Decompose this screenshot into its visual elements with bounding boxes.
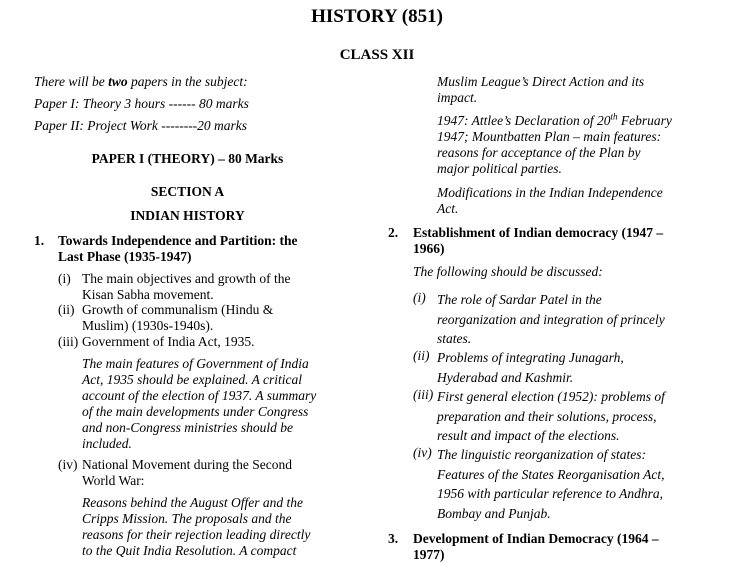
- direct-action-paragraph: Muslim League’s Direct Action and its impact.: [437, 74, 645, 105]
- topic1-item-iii-label: (iii): [58, 334, 79, 349]
- topic1-item-iv-description: Reasons behind the August Offer and the Cripps Mission. The proposals and the reasons for their rejection leading directly to the Quit India Resolution. A compact: [82, 495, 311, 558]
- paper-heading: PAPER I (THEORY) – 80 Marks: [91, 151, 284, 166]
- topic2-item-iii-text: First general election (1952): problems of preparation and their solutions, process, result and impact of the elections.: [437, 389, 665, 443]
- topic2-item-iv-text: The linguistic reorganization of states: Features of the States Reorganisation Act, 1956 with particular reference to Andhra, Bombay and Punjab.: [437, 447, 665, 521]
- topic2-item-ii-text: Problems of integrating Junagarh, Hyderabad and Kashmir.: [437, 350, 624, 385]
- section-subheading: INDIAN HISTORY: [130, 208, 245, 223]
- topic2-number: 2.: [388, 225, 399, 240]
- topic2-item-ii-label: (ii): [413, 348, 430, 363]
- topic1-item-i-text: The main objectives and growth of the Kisan Sabha movement.: [82, 271, 291, 302]
- topic2-item-i-text: The role of Sardar Patel in the reorganization and integration of princely states.: [437, 292, 665, 346]
- page-title: HISTORY (851): [311, 6, 443, 27]
- topic2-intro: The following should be discussed:: [413, 264, 603, 279]
- topic1-number: 1.: [34, 233, 45, 248]
- topic1-item-iii-description: The main features of Government of India Act, 1935 should be explained. A critical account of the election of 1937. A summary of the main developments under Congress and non-Congress ministries should be included.: [82, 356, 317, 451]
- topic1-title: Towards Independence and Partition: the Last Phase (1935-1947): [58, 233, 298, 264]
- topic2-item-i-label: (i): [413, 290, 426, 305]
- topic3-title: Development of Indian Democracy (1964 – 1977): [413, 531, 659, 562]
- topic1-item-iii-text: Government of India Act, 1935.: [82, 334, 255, 349]
- topic1-item-ii-label: (ii): [58, 302, 75, 317]
- class-label: CLASS XII: [339, 47, 415, 63]
- topic2-item-iv-label: (iv): [413, 445, 432, 460]
- topic1-item-iv-text: National Movement during the Second World War:: [82, 457, 292, 488]
- independence-act-paragraph: Modifications in the Indian Independence Act.: [437, 185, 663, 216]
- topic2-item-iii-label: (iii): [413, 387, 434, 402]
- topic2-title: Establishment of Indian democracy (1947 – 1966): [413, 225, 664, 256]
- topic3-number: 3.: [388, 531, 399, 546]
- topic1-item-iv-label: (iv): [58, 457, 78, 472]
- topic1-item-ii-text: Growth of communalism (Hindu & Muslim) (1930s-1940s).: [82, 302, 274, 333]
- section-heading: SECTION A: [150, 184, 225, 199]
- intro-line: There will be two papers in the subject:: [34, 74, 248, 89]
- attlee-declaration-paragraph: 1947: Attlee’s Declaration of 20th February 1947; Mountbatten Plan – main features: reasons for acceptance of the Plan by major political parties.: [437, 111, 672, 176]
- topic1-item-i-label: (i): [58, 271, 71, 286]
- paper1-line: Paper I: Theory 3 hours ------ 80 marks: [34, 96, 249, 111]
- paper2-line: Paper II: Project Work --------20 marks: [34, 118, 248, 133]
